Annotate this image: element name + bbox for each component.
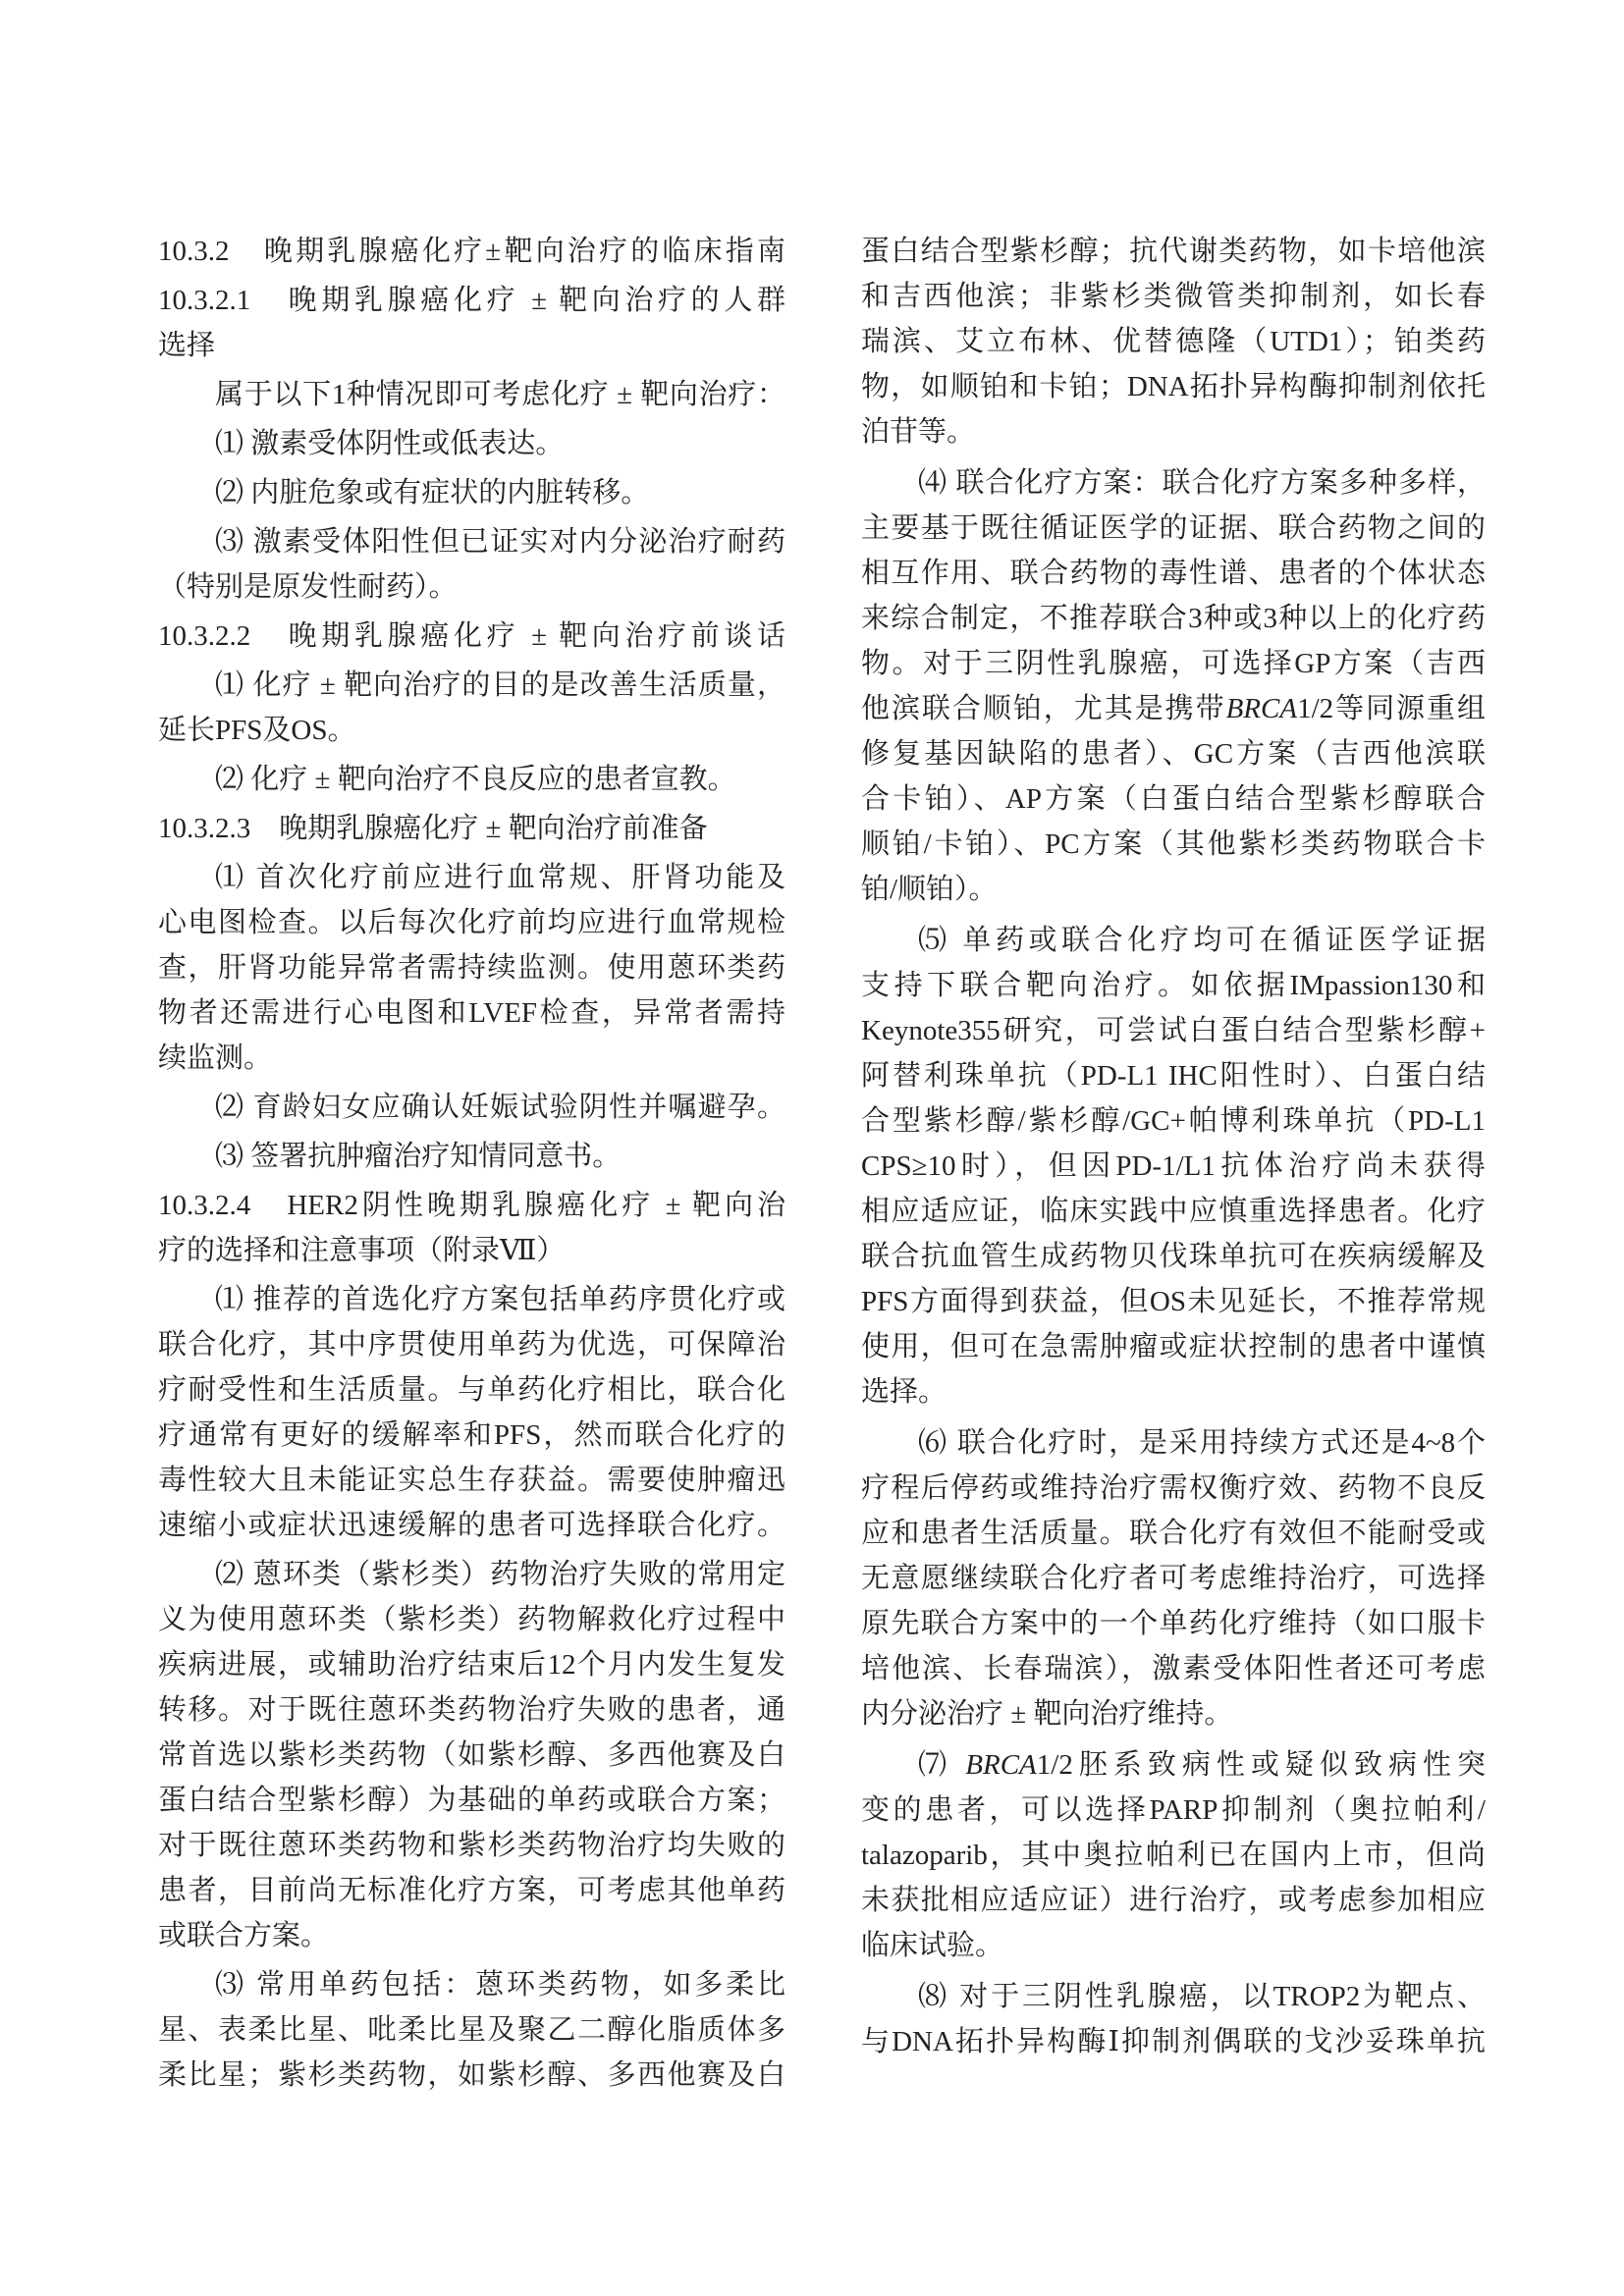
text-line: 临床试验。: [861, 1930, 1004, 1961]
text-line: 原先联合方案中的一个单药化疗维持（如口服卡: [861, 1608, 1486, 1639]
text-line: 疗通常有更好的缓解率和PFS，然而联合化疗的: [158, 1419, 785, 1451]
list-item: ⑴ 激素受体阴性或低表达。: [215, 428, 565, 459]
text-line: 属于以下1种情况即可考虑化疗 ± 靶向治疗：: [215, 379, 785, 410]
text-line: 瑞滨、艾立布林、优替德隆（UTD1）；铂类药: [861, 326, 1486, 357]
text-line: 蛋白结合型紫杉醇）为基础的单药或联合方案；: [158, 1785, 785, 1816]
text-line: 和吉西他滨；非紫杉类微管类抑制剂，如长春: [861, 281, 1486, 312]
text-line: 星、表柔比星、吡柔比星及聚乙二醇化脂质体多: [158, 2014, 785, 2046]
text-line: 无意愿继续联合化疗者可考虑维持治疗，可选择: [861, 1563, 1486, 1594]
section-heading: 10.3.2.3 晚期乳腺癌化疗 ± 靶向治疗前准备: [158, 813, 708, 844]
text-line: 未获批相应适应证）进行治疗，或考虑参加相应: [861, 1885, 1486, 1916]
left-column: [158, 229, 785, 2098]
text-line: 应和患者生活质量。联合化疗有效但不能耐受或: [861, 1518, 1486, 1549]
text-line: 与DNA拓扑异构酶Ⅰ抑制剂偶联的戈沙妥珠单抗: [861, 2026, 1486, 2057]
list-item: ⑶ 签署抗肿瘤治疗知情同意书。: [215, 1141, 622, 1172]
text-line: 续监测。: [158, 1042, 273, 1074]
list-item: ⑸ 单药或联合化疗均可在循证医学证据: [918, 925, 1486, 956]
text-line: CPS≥10时），但因PD-1/L1抗体治疗尚未获得: [861, 1150, 1486, 1182]
text-line: 使用，但可在急需肿瘤或症状控制的患者中谨慎: [861, 1331, 1486, 1362]
text-line: 患者，目前尚无标准化疗方案，可考虑其他单药: [158, 1875, 785, 1906]
text-line: 顺铂/卡铂）、PC方案（其他紫杉类药物联合卡: [861, 828, 1486, 860]
text-line: 物者还需进行心电图和LVEF检查，异常者需持: [158, 997, 785, 1029]
text-segment: 1/2胚系致病性或疑似致病性突: [1036, 1749, 1486, 1781]
text-line: 联合抗血管生成药物贝伐珠单抗可在疾病缓解及: [861, 1241, 1486, 1272]
list-item: ⑴ 化疗 ± 靶向治疗的目的是改善生活质量，: [215, 669, 785, 701]
text-line: talazoparib，其中奥拉帕利已在国内上市，但尚: [861, 1840, 1486, 1871]
section-heading: 选择: [158, 330, 216, 361]
text-line: 疗程后停药或维持治疗需权衡疗效、药物不良反: [861, 1472, 1486, 1504]
list-item: ⑶ 常用单药包括：蒽环类药物，如多柔比: [215, 1969, 785, 2001]
list-item: ⑴ 推荐的首选化疗方案包括单药序贯化疗或: [215, 1284, 785, 1315]
text-line: 合型紫杉醇/紫杉醇/GC+帕博利珠单抗（PD-L1: [861, 1105, 1486, 1137]
text-line: 变的患者，可以选择PARP抑制剂（奥拉帕利/: [861, 1794, 1486, 1826]
text-line: 相应适应证，临床实践中应慎重选择患者。化疗: [861, 1196, 1486, 1227]
text-line: 相互作用、联合药物的毒性谱、患者的个体状态: [861, 558, 1486, 589]
text-line: 疾病进展，或辅助治疗结束后12个月内发生复发: [158, 1649, 785, 1681]
text-line: 铂/顺铂）。: [861, 874, 998, 905]
text-line: 泊苷等。: [861, 416, 976, 448]
text-line: 阿替利珠单抗（PD-L1 IHC阳性时）、白蛋白结: [861, 1060, 1486, 1092]
text-line: 柔比星；紫杉类药物，如紫杉醇、多西他赛及白: [158, 2059, 785, 2091]
text-line: 合卡铂）、AP方案（白蛋白结合型紫杉醇联合: [861, 783, 1486, 815]
gene-name: BRCA: [1225, 693, 1298, 724]
list-item: ⑹ 联合化疗时，是采用持续方式还是4~8个: [918, 1427, 1486, 1459]
text-line: 联合化疗，其中序贯使用单药为优选，可保障治: [158, 1329, 785, 1361]
text-line: 内分泌治疗 ± 靶向治疗维持。: [861, 1698, 1233, 1730]
text-line: 主要基于既往循证医学的证据、联合药物之间的: [861, 512, 1486, 544]
text-line: 支持下联合靶向治疗。如依据IMpassion130和: [861, 970, 1486, 1001]
text-line: 延长PFS及OS。: [158, 715, 356, 746]
right-column: [861, 229, 1486, 2064]
text-line: 转移。对于既往蒽环类药物治疗失败的患者，通: [158, 1694, 785, 1726]
text-segment: 他滨联合顺铂，尤其是携带: [861, 693, 1226, 724]
section-heading: 10.3.2.1 晚期乳腺癌化疗 ± 靶向治疗的人群: [158, 285, 785, 316]
gene-name: BRCA: [965, 1749, 1037, 1781]
text-line: 疗耐受性和生活质量。与单药化疗相比，联合化: [158, 1374, 785, 1406]
list-item: [861, 1742, 1486, 1788]
list-item: ⑵ 内脏危象或有症状的内脏转移。: [215, 477, 650, 508]
text-line: 查，肝肾功能异常者需持续监测。使用蒽环类药: [158, 952, 785, 984]
text-line: PFS方面得到获益，但OS未见延长，不推荐常规: [861, 1286, 1486, 1317]
text-line: 常首选以紫杉类药物（如紫杉醇、多西他赛及白: [158, 1739, 785, 1771]
text-line: 培他滨、长春瑞滨），激素受体阳性者还可考虑: [861, 1653, 1486, 1684]
list-item: ⑶ 激素受体阳性但已证实对内分泌治疗耐药: [215, 526, 785, 558]
text-line: 修复基因缺陷的患者）、GC方案（吉西他滨联: [861, 738, 1486, 770]
text-line: 物，如顺铂和卡铂；DNA拓扑异构酶抑制剂依托: [861, 371, 1486, 402]
text-line: 或联合方案。: [158, 1920, 330, 1951]
text-line: Keynote355研究，可尝试白蛋白结合型紫杉醇+: [861, 1015, 1486, 1046]
list-item: ⑷ 联合化疗方案：联合化疗方案多种多样，: [918, 467, 1486, 499]
text-line: 心电图检查。以后每次化疗前均应进行血常规检: [158, 907, 785, 938]
text-line: 义为使用蒽环类（紫杉类）药物解救化疗过程中: [158, 1604, 785, 1635]
list-item: ⑵ 化疗 ± 靶向治疗不良反应的患者宣教。: [215, 764, 736, 795]
text-line: （特别是原发性耐药）。: [158, 571, 458, 603]
text-segment: 1/2等同源重组: [1297, 693, 1486, 724]
list-item: ⑵ 蒽环类（紫杉类）药物治疗失败的常用定: [215, 1559, 785, 1590]
list-item: ⑵ 育龄妇女应确认妊娠试验阴性并嘱避孕。: [215, 1092, 785, 1123]
text-line: 物。对于三阴性乳腺癌，可选择GP方案（吉西: [861, 648, 1486, 679]
list-item: ⑴ 首次化疗前应进行血常规、肝肾功能及: [215, 862, 785, 893]
text-line: 速缩小或症状迅速缓解的患者可选择联合化疗。: [158, 1510, 785, 1541]
text-line: 蛋白结合型紫杉醇；抗代谢类药物，如卡培他滨: [861, 236, 1486, 267]
section-heading: 疗的选择和注意事项（附录Ⅶ）: [158, 1235, 566, 1266]
text-line: 对于既往蒽环类药物和紫杉类药物治疗均失败的: [158, 1830, 785, 1861]
text-line: 来综合制定，不推荐联合3种或3种以上的化疗药: [861, 603, 1486, 634]
list-item: ⑻ 对于三阴性乳腺癌，以TROP2为靶点、: [918, 1981, 1486, 2012]
text-line: 选择。: [861, 1376, 947, 1408]
text-line: 毒性较大且未能证实总生存获益。需要使肿瘤迅: [158, 1465, 785, 1496]
text-segment: ⑺: [918, 1749, 966, 1781]
section-heading: 10.3.2 晚期乳腺癌化疗±靶向治疗的临床指南: [158, 236, 785, 267]
section-heading: 10.3.2.2 晚期乳腺癌化疗 ± 靶向治疗前谈话: [158, 620, 785, 652]
text-line: [861, 686, 1486, 731]
section-heading: 10.3.2.4 HER2阴性晚期乳腺癌化疗 ± 靶向治: [158, 1190, 785, 1221]
